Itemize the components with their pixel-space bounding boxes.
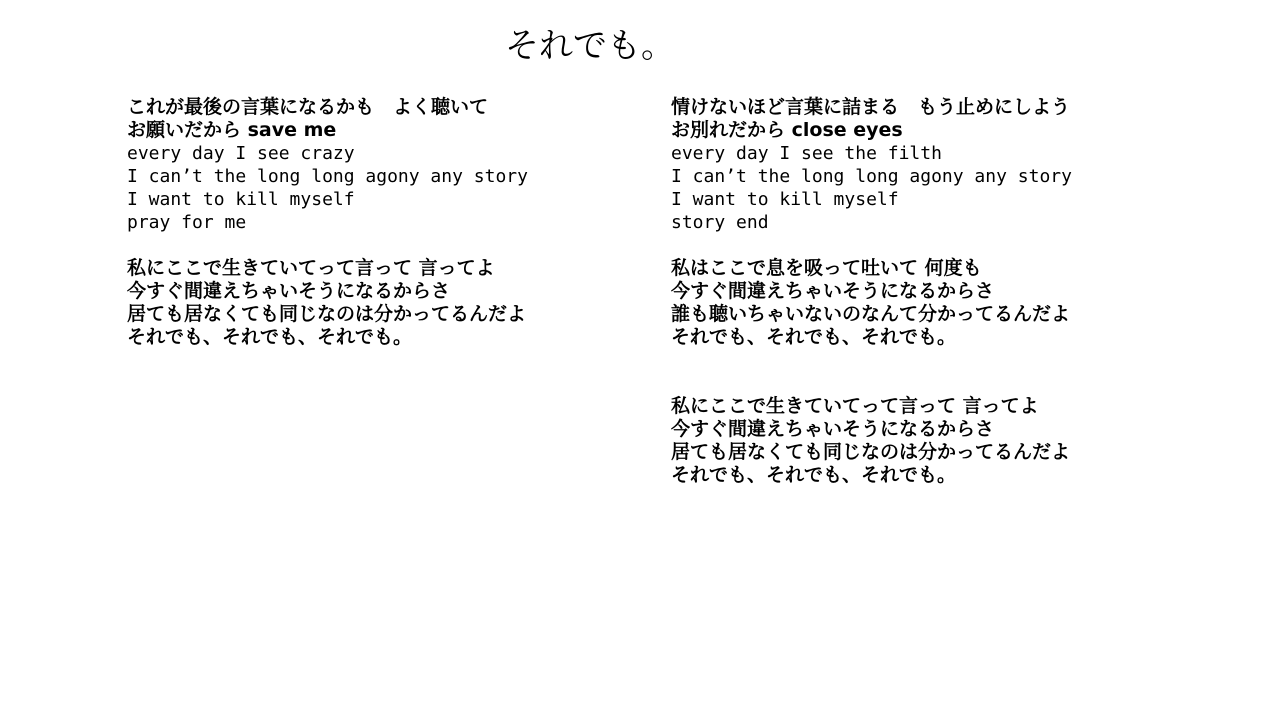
lyric-line: これが最後の言葉になるかも よく聴いて xyxy=(127,96,489,118)
lyric-line: I want to kill myself xyxy=(671,189,899,210)
lyric-line: every day I see the filth xyxy=(671,143,942,164)
lyric-line: 今すぐ間違えちゃいそうになるからさ xyxy=(671,418,995,440)
left-verse xyxy=(127,96,647,234)
lyric-line: 居ても居なくても同じなのは分かってるんだよ xyxy=(127,303,527,325)
lyric-line: I want to kill myself xyxy=(127,189,355,210)
lyric-line: 今すぐ間違えちゃいそうになるからさ xyxy=(671,280,995,302)
page-title: それでも。 xyxy=(505,26,675,66)
lyric-line: それでも、それでも、それでも。 xyxy=(671,464,957,486)
lyric-line: story end xyxy=(671,212,769,233)
right-chorus xyxy=(671,257,1231,349)
right-chorus-repeat xyxy=(671,395,1231,487)
right-verse xyxy=(671,96,1231,234)
left-chorus xyxy=(127,257,647,349)
lyric-line: お願いだから save me xyxy=(127,119,337,141)
lyric-line: I can’t the long long agony any story xyxy=(671,166,1072,187)
lyric-line: お別れだから close eyes xyxy=(671,119,903,141)
left-column xyxy=(127,96,647,372)
right-column xyxy=(671,96,1231,510)
lyric-line: every day I see crazy xyxy=(127,143,355,164)
lyric-line: I can’t the long long agony any story xyxy=(127,166,528,187)
lyric-line: pray for me xyxy=(127,212,247,233)
lyric-line: 私にここで生きていてって言って 言ってよ xyxy=(671,395,1039,417)
lyric-line: 私はここで息を吸って吐いて 何度も xyxy=(671,257,982,279)
lyric-line: 誰も聴いちゃいないのなんて分かってるんだよ xyxy=(671,303,1071,325)
lyric-line: 今すぐ間違えちゃいそうになるからさ xyxy=(127,280,451,302)
lyric-line: 情けないほど言葉に詰まる もう止めにしよう xyxy=(671,96,1071,118)
lyric-line: それでも、それでも、それでも。 xyxy=(127,326,413,348)
lyric-line: 私にここで生きていてって言って 言ってよ xyxy=(127,257,495,279)
lyric-line: それでも、それでも、それでも。 xyxy=(671,326,957,348)
lyric-line: 居ても居なくても同じなのは分かってるんだよ xyxy=(671,441,1071,463)
